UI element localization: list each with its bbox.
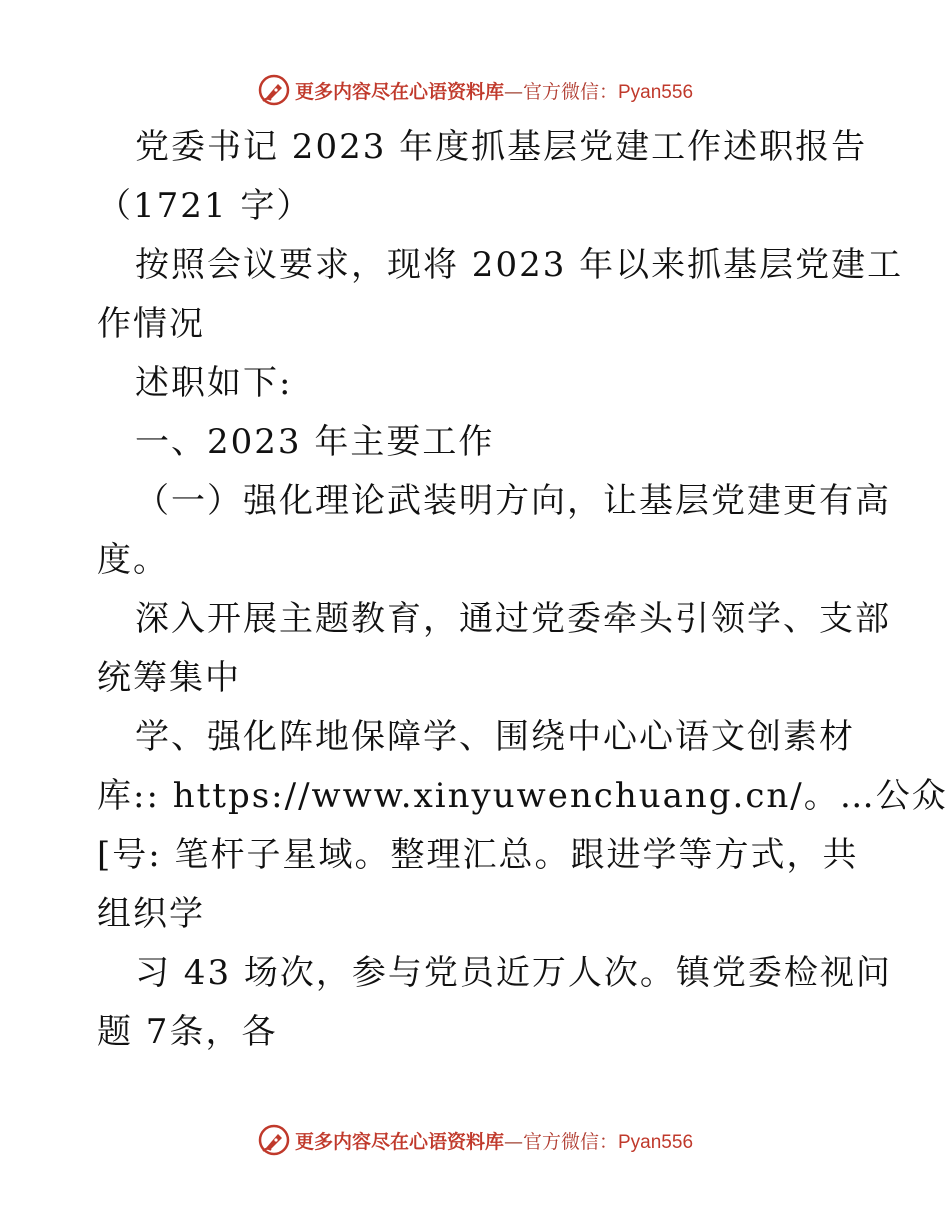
footer-brand: 更多内容尽在心语资料库 xyxy=(294,1130,504,1153)
document-body xyxy=(97,118,948,1062)
pen-nib-icon xyxy=(257,73,291,107)
document-line: 度。 xyxy=(97,540,169,580)
footer-text xyxy=(295,1127,693,1154)
footer-separator: — xyxy=(503,1130,523,1153)
header-text xyxy=(295,77,693,104)
footer-wechat-id: Pyan556 xyxy=(618,1131,694,1153)
header-wechat-id: Pyan556 xyxy=(618,81,694,103)
document-line: 深入开展主题教育，通过党委牵头引领学、支部 xyxy=(135,599,891,639)
document-line: 题 7条，各 xyxy=(97,1012,278,1052)
document-line: （一）强化理论武装明方向，让基层党建更有高 xyxy=(135,481,891,521)
document-line: 按照会议要求，现将 2023 年以来抓基层党建工 xyxy=(135,245,904,285)
document-line: [号: 笔杆子星域。整理汇总。跟进学等方式，共 xyxy=(97,835,859,875)
document-line: 习 43 场次，参与党员近万人次。镇党委检视问 xyxy=(135,953,892,993)
document-line: 党委书记 2023 年度抓基层党建工作述职报告 xyxy=(135,127,868,167)
document-line: 统筹集中 xyxy=(97,658,241,698)
header-brand: 更多内容尽在心语资料库 xyxy=(294,80,504,103)
footer-banner xyxy=(0,1120,950,1160)
document-line: （1721 字） xyxy=(97,186,313,226)
document-line: 作情况 xyxy=(97,304,205,344)
document-line: 述职如下: xyxy=(135,363,293,403)
header-banner xyxy=(0,70,950,110)
header-separator: — xyxy=(503,80,523,103)
header-wechat-label: 官方微信： xyxy=(522,80,618,103)
document-line: 组织学 xyxy=(97,894,205,934)
document-line: 库:: https://www.xinyuwenchuang.cn/。…公众 xyxy=(97,776,948,816)
pen-nib-icon xyxy=(257,1123,291,1157)
document-line: 学、强化阵地保障学、围绕中心心语文创素材 xyxy=(135,717,855,757)
document-line: 一、2023 年主要工作 xyxy=(135,422,495,462)
footer-wechat-label: 官方微信： xyxy=(522,1130,618,1153)
